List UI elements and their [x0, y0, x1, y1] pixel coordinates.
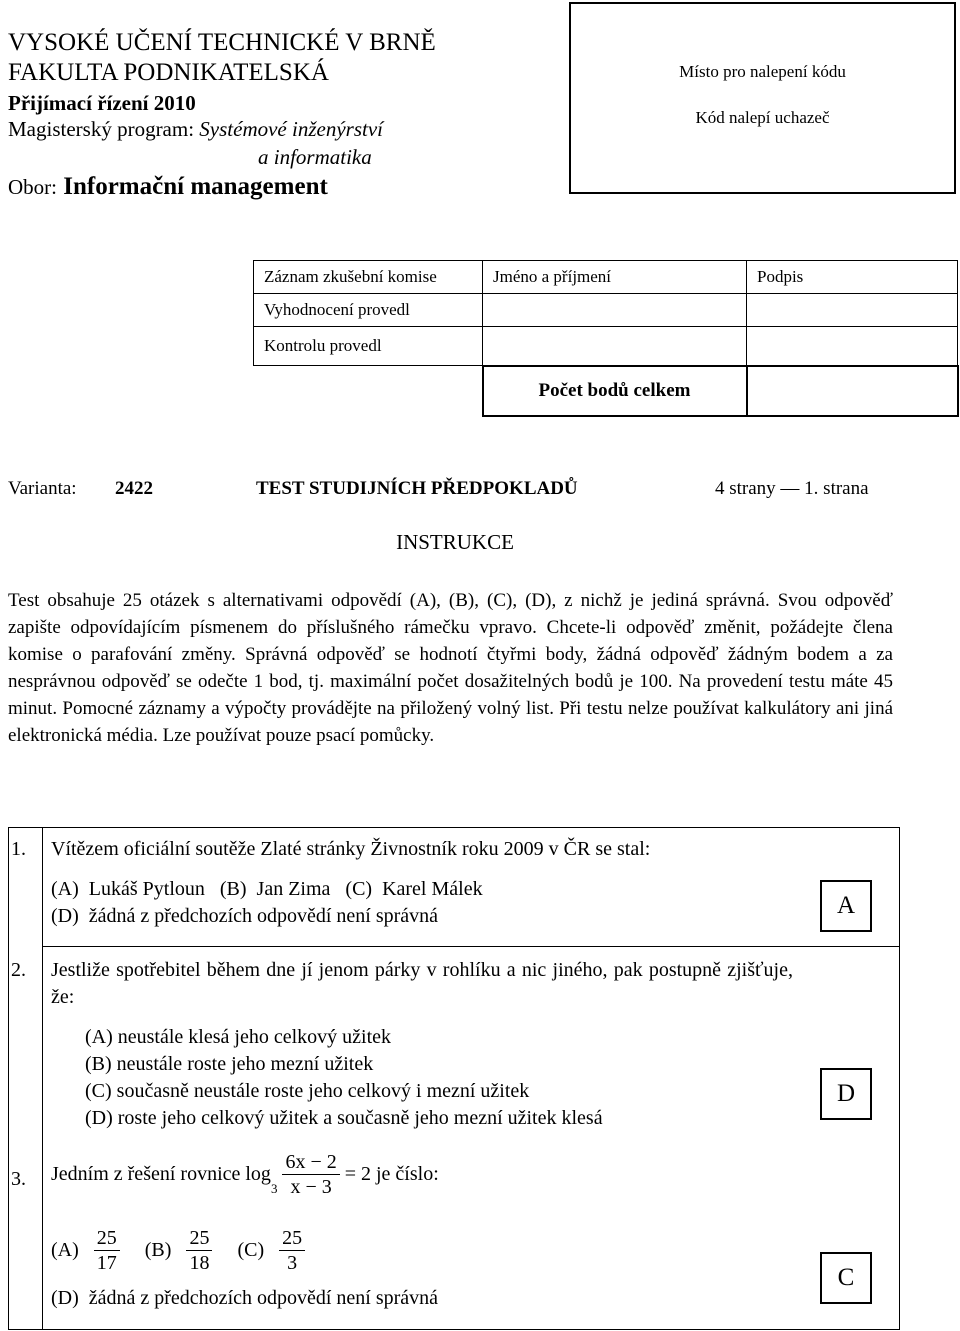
question-1-option-d: (D) žádná z předchozích odpovědí není správná: [51, 905, 439, 927]
questions-box: [8, 827, 900, 1330]
question-2-option-d: (D) roste jeho celkový užitek a současně jeho mezní užitek klesá: [85, 1107, 603, 1129]
instructions-heading: INSTRUKCE: [396, 530, 514, 554]
field-line: [8, 172, 328, 202]
checked-by-name-cell[interactable]: [483, 327, 747, 366]
option-a-denominator: 17: [96, 1252, 117, 1274]
equation-fraction: [282, 1150, 339, 1199]
question-2-answer-box[interactable]: D: [820, 1068, 872, 1120]
question-2-option-a: (A) neustále klesá jeho celkový užitek: [85, 1026, 391, 1048]
page-info: 4 strany — 1. strana: [715, 478, 869, 499]
option-a-label: (A): [51, 1239, 79, 1261]
question-3-text-before: Jedním z řešení rovnice log: [51, 1163, 271, 1185]
field-name: Informační management: [63, 173, 328, 200]
university-name: VYSOKÉ UČENÍ TECHNICKÉ V BRNĚ: [8, 29, 436, 56]
log-base: 3: [270, 1181, 278, 1197]
variant-number: 2422: [115, 478, 153, 499]
program-name-2: a informatika: [258, 145, 372, 169]
question-2-number: 2.: [11, 959, 26, 981]
code-box-line2: Kód nalepí uchazeč: [695, 108, 830, 127]
option-b-label: (B): [144, 1239, 172, 1261]
equation-numerator: 6x − 2: [282, 1150, 339, 1175]
program-line: [8, 116, 383, 142]
question-1-number: 1.: [11, 838, 26, 860]
option-b-fraction: [186, 1226, 212, 1275]
program-label: Magisterský program:: [8, 117, 195, 141]
program-name: Systémové inženýrství: [199, 117, 383, 141]
checked-by-label: Kontrolu provedl: [254, 327, 483, 366]
question-1-options: (A) Lukáš Pytloun (B) Jan Zima (C) Karel Málek: [51, 878, 483, 900]
admission-title: Přijímací řízení 2010: [8, 91, 196, 115]
option-b-numerator: 25: [186, 1226, 212, 1251]
evaluated-by-label: Vyhodnocení provedl: [254, 294, 483, 327]
question-2-option-c: (C) současně neustále roste jeho celkový i mezní užitek: [85, 1080, 530, 1102]
test-title: TEST STUDIJNÍCH PŘEDPOKLADŮ: [256, 478, 578, 499]
option-c-numerator: 25: [279, 1226, 305, 1251]
question-3-number: 3.: [11, 1168, 26, 1190]
record-col-header: Záznam zkušební komise: [254, 261, 483, 294]
question-3-options: [51, 1226, 315, 1275]
checked-by-signature-cell[interactable]: [747, 327, 958, 366]
code-box-line1: Místo pro nalepení kódu: [679, 62, 846, 81]
option-c-fraction: [279, 1226, 305, 1275]
variant-label: Varianta:: [8, 478, 77, 499]
total-points-cell[interactable]: [747, 366, 958, 416]
option-a-numerator: 25: [94, 1226, 120, 1251]
instructions-text: Test obsahuje 25 otázek s alternativami odpovědí (A), (B), (C), (D), z nichž je jediná správná. Svou odpověď zapište odpovídajícím písmenem do příslušného rámečku vpravo. Chcete-li odpověď změnit, požádejte člena komise o parafování změny. Správná odpověď se hodnotí čtyřmi body, žádná odpověď žádným bodem a za nesprávnou odpověď se odečte 1 bod, tj. maximální počet dosažitelných bodů je 100. Na provedení testu máte 45 minut. Pomocné záznamy a výpočty provádějte na přiložený volný list. Při testu nelze používat kalkulátory ani jiná elektronická média. Lze používat pouze psací pomůcky.: [8, 590, 893, 746]
question-1-text: Vítězem oficiální soutěže Zlaté stránky Živnostník roku 2009 v ČR se stal:: [51, 838, 651, 860]
question-1-answer-box[interactable]: A: [820, 880, 872, 932]
option-c-denominator: 3: [287, 1252, 298, 1274]
option-b-denominator: 18: [189, 1252, 210, 1274]
question-3-text: [51, 1150, 439, 1202]
evaluated-by-name-cell[interactable]: [483, 294, 747, 327]
question-2-text: Jestliže spotřebitel během dne jí jenom párky v rohlíku a nic jiného, pak postupně zjišťuje, že:: [51, 959, 793, 1008]
evaluated-by-signature-cell[interactable]: [747, 294, 958, 327]
option-a-fraction: [94, 1226, 120, 1275]
name-col-header: Jméno a příjmení: [483, 261, 747, 294]
variant-line: [8, 478, 958, 504]
option-c-label: (C): [237, 1239, 265, 1261]
commission-record-table: [253, 260, 959, 417]
question-3-option-d: (D) žádná z předchozích odpovědí není správná: [51, 1287, 439, 1309]
field-label: Obor:: [8, 175, 57, 199]
question-3-text-after: = 2 je číslo:: [344, 1163, 439, 1185]
faculty-name: FAKULTA PODNIKATELSKÁ: [8, 59, 329, 86]
question-3-answer-box[interactable]: C: [820, 1252, 872, 1304]
question-2-option-b: (B) neustále roste jeho mezní užitek: [85, 1053, 374, 1075]
total-points-label: Počet bodů celkem: [483, 366, 747, 416]
signature-col-header: Podpis: [747, 261, 958, 294]
code-sticker-box: [569, 2, 956, 194]
equation-denominator: x − 3: [290, 1176, 332, 1198]
